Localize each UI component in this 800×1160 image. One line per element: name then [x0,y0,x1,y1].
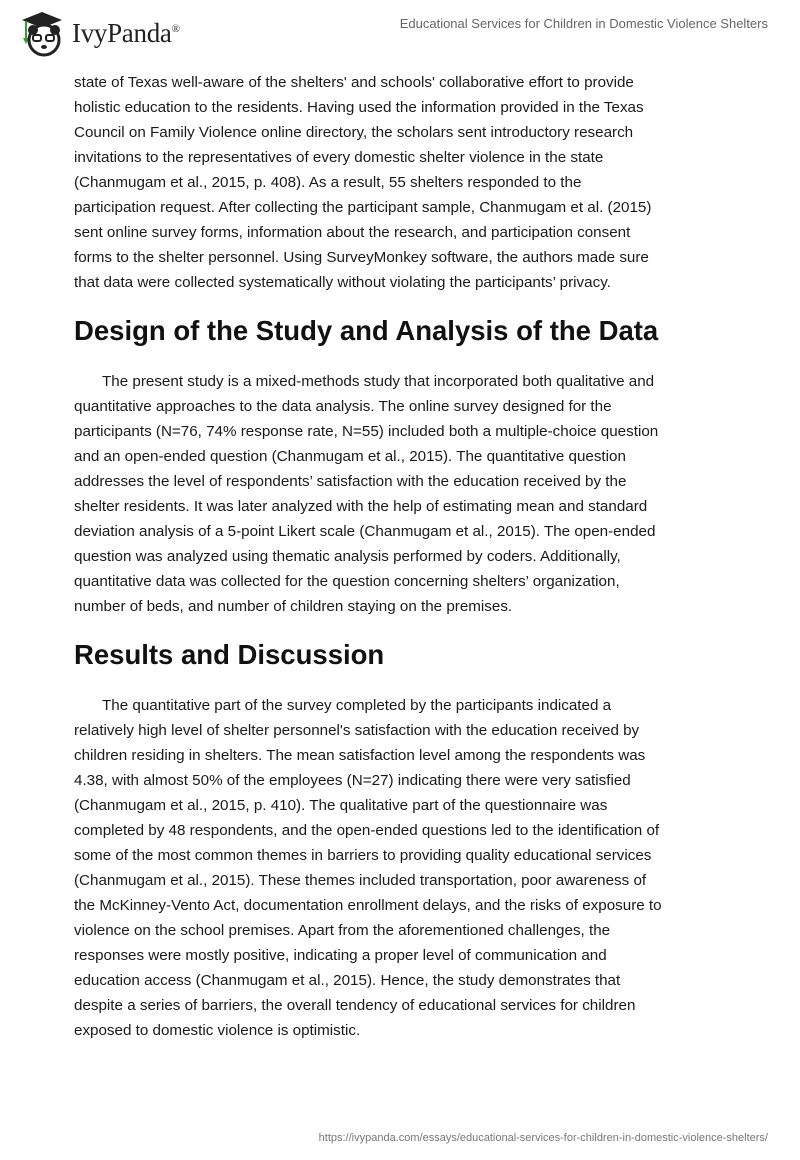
brand-name: IvyPanda® [72,17,180,48]
article-body [74,70,754,1043]
text-line: The present study is a mixed-methods study that incorporated both qualitative and [102,373,655,390]
panda-graduate-icon [18,8,66,58]
ivypanda-logo[interactable] [18,8,180,58]
text-line: participants (N=76, 74% response rate, N=55) included both a multiple-choice question [74,423,659,440]
text-line: shelter residents. It was later analyzed with the help of estimating mean and standard [74,498,648,515]
text-line: addresses the level of respondents’ satisfaction with the education received by the [74,473,627,490]
text-line: that data were collected systematically without violating the participants’ privacy. [74,274,611,291]
text-line: participation request. After collecting the participant sample, Chanmugam et al. (2015) [74,199,652,216]
text-line: (Chanmugam et al., 2015, p. 408). As a result, 55 shelters responded to the [74,174,582,191]
text-line: (Chanmugam et al., 2015, p. 410). The qualitative part of the questionnaire was [74,797,608,814]
text-line: completed by 48 respondents, and the open-ended questions led to the identification of [74,822,660,839]
section-heading: Design of the Study and Analysis of the Data [74,315,659,346]
text-line: and an open-ended question (Chanmugam et al., 2015). The quantitative question [74,448,626,465]
text-line: quantitative approaches to the data analysis. The online survey designed for the [74,398,612,415]
paragraph [74,369,754,619]
text-line: relatively high level of shelter personnel's satisfaction with the education received by [74,722,640,739]
text-line: The quantitative part of the survey completed by the participants indicated a [102,697,612,714]
document-title: Educational Services for Children in Domestic Violence Shelters [399,16,768,31]
text-line: state of Texas well-aware of the shelters' and schools' collaborative effort to provide [74,74,634,91]
text-line: despite a series of barriers, the overall tendency of educational services for children [74,997,636,1014]
paragraph [74,693,754,1043]
text-line: 4.38, with almost 50% of the employees (N=27) indicating there were very satisfied [74,772,631,789]
text-line: children residing in shelters. The mean satisfaction level among the respondents was [74,747,646,764]
text-line: exposed to domestic violence is optimistic. [74,1022,361,1039]
text-line: deviation analysis of a 5-point Likert scale (Chanmugam et al., 2015). The open-ended [74,523,656,540]
text-line: Council on Family Violence online directory, the scholars sent introductory research [74,124,634,141]
text-line: (Chanmugam et al., 2015). These themes included transportation, poor awareness of [74,872,647,889]
text-line: holistic education to the residents. Having used the information provided in the Texas [74,99,644,116]
text-line: responses were mostly positive, indicating a proper level of communication and [74,947,607,964]
text-line: the McKinney-Vento Act, documentation enrollment delays, and the risks of exposure to [74,897,662,914]
text-line: forms to the shelter personnel. Using SurveyMonkey software, the authors made sure [74,249,649,266]
section-heading: Results and Discussion [74,639,385,670]
text-line: quantitative data was collected for the question concerning shelters’ organization, [74,573,620,590]
source-url[interactable]: https://ivypanda.com/essays/educational-services-for-children-in-domestic-violence-shelters/ [318,1132,768,1144]
paragraph [74,70,754,295]
text-line: some of the most common themes in barriers to providing quality educational services [74,847,652,864]
text-line: violence on the school premises. Apart from the aforementioned challenges, the [74,922,611,939]
text-line: sent online survey forms, information about the research, and participation consent [74,224,631,241]
text-line: number of beds, and number of children staying on the premises. [74,598,513,615]
text-line: question was analyzed using thematic analysis performed by coders. Additionally, [74,548,621,565]
text-line: education access (Chanmugam et al., 2015). Hence, the study demonstrates that [74,972,621,989]
text-line: invitations to the representatives of every domestic shelter violence in the state [74,149,604,166]
